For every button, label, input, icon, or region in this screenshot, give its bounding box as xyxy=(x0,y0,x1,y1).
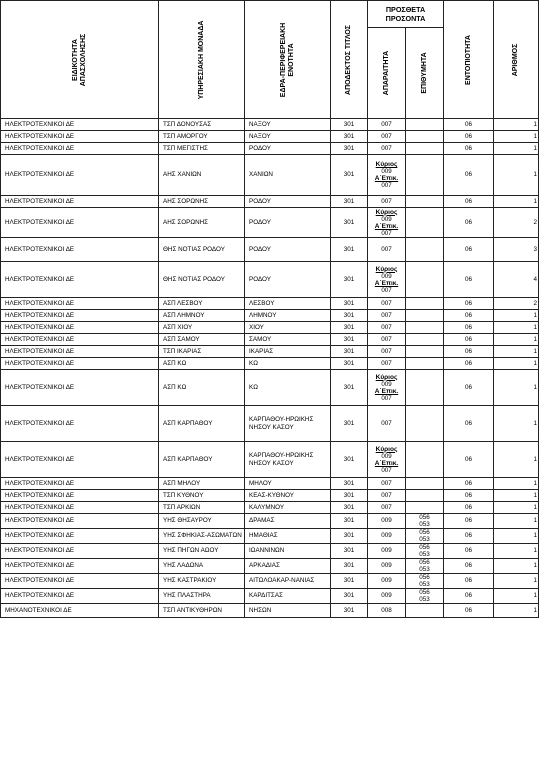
cell-locality: 06 xyxy=(444,514,494,529)
cell-count: 1 xyxy=(494,131,539,143)
cell-count: 3 xyxy=(494,238,539,262)
cell-specialty: ΗΛΕΚΤΡΟΤΕΧΝΙΚΟΙ ΔΕ xyxy=(1,322,159,334)
cell-title: 301 xyxy=(331,310,368,322)
desired-code: 056 xyxy=(419,514,430,521)
header-unit: ΥΠΗΡΕΣΙΑΚΗ ΜΟΝΑΔΑ xyxy=(159,1,245,119)
cell-specialty: ΗΛΕΚΤΡΟΤΕΧΝΙΚΟΙ ΔΕ xyxy=(1,544,159,559)
cell-count: 1 xyxy=(494,310,539,322)
desired-code: 053 xyxy=(419,521,430,528)
cell-required: 007 xyxy=(368,406,406,442)
table-row xyxy=(1,143,539,155)
stack-main-label: Κύριος xyxy=(375,208,398,216)
cell-specialty: ΗΛΕΚΤΡΟΤΕΧΝΙΚΟΙ ΔΕ xyxy=(1,155,159,196)
table-row xyxy=(1,559,539,574)
cell-seat: ΚΑΡΠΑΘΟΥ-ΗΡΩΙΚΗΣ ΝΗΣΟΥ ΚΑΣΟΥ xyxy=(245,442,331,478)
cell-count: 1 xyxy=(494,442,539,478)
cell-desired xyxy=(406,370,444,406)
desired-code: 053 xyxy=(419,566,430,573)
cell-required xyxy=(368,155,406,196)
table-row xyxy=(1,334,539,346)
table-row xyxy=(1,370,539,406)
cell-title: 301 xyxy=(331,119,368,131)
cell-seat: ΚΑΡΠΑΘΟΥ-ΗΡΩΙΚΗΣ ΝΗΣΟΥ ΚΑΣΟΥ xyxy=(245,406,331,442)
cell-title: 301 xyxy=(331,262,368,298)
cell-unit: ΑΗΣ ΣΟΡΩΝΗΣ xyxy=(159,208,245,238)
table-row xyxy=(1,196,539,208)
cell-title: 301 xyxy=(331,559,368,574)
cell-count: 1 xyxy=(494,346,539,358)
cell-title: 301 xyxy=(331,196,368,208)
cell-specialty: ΗΛΕΚΤΡΟΤΕΧΝΙΚΟΙ ΔΕ xyxy=(1,370,159,406)
cell-title: 301 xyxy=(331,406,368,442)
cell-desired xyxy=(406,119,444,131)
table-row xyxy=(1,131,539,143)
cell-count: 1 xyxy=(494,514,539,529)
cell-desired xyxy=(406,155,444,196)
cell-locality: 06 xyxy=(444,346,494,358)
cell-specialty: ΜΗΧΑΝΟΤΕΧΝΙΚΟΙ ΔΕ xyxy=(1,604,159,618)
cell-specialty: ΗΛΕΚΤΡΟΤΕΧΝΙΚΟΙ ΔΕ xyxy=(1,119,159,131)
cell-desired xyxy=(406,502,444,514)
cell-desired xyxy=(406,346,444,358)
cell-seat: ΡΟΔΟΥ xyxy=(245,196,331,208)
cell-count: 1 xyxy=(494,529,539,544)
stack-sub-value: 007 xyxy=(381,182,392,189)
cell-title: 301 xyxy=(331,143,368,155)
cell-desired xyxy=(406,406,444,442)
stack-sub-value: 007 xyxy=(381,229,392,237)
cell-desired xyxy=(406,238,444,262)
cell-seat: ΚΑΛΥΜΝΟΥ xyxy=(245,502,331,514)
cell-desired xyxy=(406,143,444,155)
table-row xyxy=(1,238,539,262)
cell-locality: 06 xyxy=(444,406,494,442)
table-row xyxy=(1,514,539,529)
cell-desired xyxy=(406,310,444,322)
cell-specialty: ΗΛΕΚΤΡΟΤΕΧΝΙΚΟΙ ΔΕ xyxy=(1,262,159,298)
stack-sub-value: 007 xyxy=(381,466,392,474)
cell-desired xyxy=(406,544,444,559)
stack-main-value: 009 xyxy=(381,168,392,175)
table-row xyxy=(1,119,539,131)
cell-count: 1 xyxy=(494,196,539,208)
desired-code: 053 xyxy=(419,596,430,603)
cell-count: 1 xyxy=(494,358,539,370)
cell-required: 009 xyxy=(368,574,406,589)
header-title: ΑΠΟΔΕΚΤΟΣ ΤΙΤΛΟΣ xyxy=(331,1,368,119)
cell-unit: ΑΣΠ ΛΗΜΝΟΥ xyxy=(159,310,245,322)
cell-count: 1 xyxy=(494,334,539,346)
cell-required xyxy=(368,370,406,406)
cell-desired xyxy=(406,442,444,478)
cell-title: 301 xyxy=(331,358,368,370)
stack-sub-label: Α΄Επικ. xyxy=(374,387,399,395)
cell-specialty: ΗΛΕΚΤΡΟΤΕΧΝΙΚΟΙ ΔΕ xyxy=(1,589,159,604)
cell-required: 009 xyxy=(368,529,406,544)
cell-title: 301 xyxy=(331,334,368,346)
cell-seat: ΡΟΔΟΥ xyxy=(245,238,331,262)
cell-unit: ΤΣΠ ΚΥΘΝΟΥ xyxy=(159,490,245,502)
cell-desired xyxy=(406,131,444,143)
desired-code: 056 xyxy=(419,529,430,536)
cell-seat: ΣΑΜΟΥ xyxy=(245,334,331,346)
stack-main-value: 009 xyxy=(381,272,392,280)
table-row xyxy=(1,490,539,502)
cell-locality: 06 xyxy=(444,238,494,262)
cell-count: 1 xyxy=(494,119,539,131)
cell-locality: 06 xyxy=(444,370,494,406)
header-desired: ΕΠΙΘΥΜΗΤΑ xyxy=(406,28,444,119)
stack-main-label: Κύριος xyxy=(375,373,398,381)
table-row xyxy=(1,574,539,589)
cell-desired xyxy=(406,604,444,618)
cell-seat: ΡΟΔΟΥ xyxy=(245,262,331,298)
cell-required: 007 xyxy=(368,131,406,143)
cell-seat: ΝΑΞΟΥ xyxy=(245,119,331,131)
cell-required: 007 xyxy=(368,478,406,490)
cell-locality: 06 xyxy=(444,478,494,490)
cell-unit: ΤΣΠ ΑΝΤΙΚΥΘΗΡΩΝ xyxy=(159,604,245,618)
cell-unit: ΑΣΠ ΣΑΜΟΥ xyxy=(159,334,245,346)
table-row xyxy=(1,529,539,544)
cell-count: 2 xyxy=(494,208,539,238)
cell-count: 1 xyxy=(494,559,539,574)
cell-required: 009 xyxy=(368,544,406,559)
cell-unit: ΤΣΠ ΔΟΝΟΥΣΑΣ xyxy=(159,119,245,131)
table-row xyxy=(1,346,539,358)
stack-main-label: Κύριος xyxy=(375,265,398,273)
cell-locality: 06 xyxy=(444,131,494,143)
cell-title: 301 xyxy=(331,490,368,502)
desired-code: 056 xyxy=(419,574,430,581)
cell-title: 301 xyxy=(331,346,368,358)
stack-sub-label: Α΄Επικ. xyxy=(374,175,399,182)
cell-unit: ΥΗΣ ΣΦΗΚΙΑΣ-ΑΣΩΜΑΤΩΝ xyxy=(159,529,245,544)
desired-code: 056 xyxy=(419,559,430,566)
cell-specialty: ΗΛΕΚΤΡΟΤΕΧΝΙΚΟΙ ΔΕ xyxy=(1,346,159,358)
cell-unit: ΑΣΠ ΧΙΟΥ xyxy=(159,322,245,334)
cell-title: 301 xyxy=(331,131,368,143)
cell-required: 007 xyxy=(368,298,406,310)
cell-title: 301 xyxy=(331,544,368,559)
cell-unit: ΑΗΣ ΧΑΝΙΩΝ xyxy=(159,155,245,196)
cell-count: 1 xyxy=(494,589,539,604)
table-row xyxy=(1,478,539,490)
cell-specialty: ΗΛΕΚΤΡΟΤΕΧΝΙΚΟΙ ΔΕ xyxy=(1,478,159,490)
cell-count: 1 xyxy=(494,143,539,155)
cell-desired xyxy=(406,208,444,238)
table-row xyxy=(1,604,539,618)
cell-desired xyxy=(406,589,444,604)
desired-code: 053 xyxy=(419,536,430,543)
cell-specialty: ΗΛΕΚΤΡΟΤΕΧΝΙΚΟΙ ΔΕ xyxy=(1,238,159,262)
cell-locality: 06 xyxy=(444,529,494,544)
cell-count: 1 xyxy=(494,544,539,559)
table-row xyxy=(1,322,539,334)
cell-desired xyxy=(406,334,444,346)
cell-seat: ΜΗΛΟΥ xyxy=(245,478,331,490)
cell-unit: ΥΗΣ ΚΑΣΤΡΑΚΙΟΥ xyxy=(159,574,245,589)
cell-title: 301 xyxy=(331,322,368,334)
cell-specialty: ΗΛΕΚΤΡΟΤΕΧΝΙΚΟΙ ΔΕ xyxy=(1,196,159,208)
cell-locality: 06 xyxy=(444,358,494,370)
cell-specialty: ΗΛΕΚΤΡΟΤΕΧΝΙΚΟΙ ΔΕ xyxy=(1,143,159,155)
table-row xyxy=(1,544,539,559)
cell-specialty: ΗΛΕΚΤΡΟΤΕΧΝΙΚΟΙ ΔΕ xyxy=(1,502,159,514)
cell-required: 007 xyxy=(368,502,406,514)
cell-seat: ΙΩΑΝΝΙΝΩΝ xyxy=(245,544,331,559)
cell-unit: ΤΣΠ ΜΕΓΙΣΤΗΣ xyxy=(159,143,245,155)
cell-seat: ΝΑΞΟΥ xyxy=(245,131,331,143)
table-body xyxy=(1,119,539,618)
cell-count: 1 xyxy=(494,370,539,406)
cell-desired xyxy=(406,490,444,502)
cell-seat: ΧΑΝΙΩΝ xyxy=(245,155,331,196)
cell-unit: ΥΗΣ ΠΛΑΣΤΗΡΑ xyxy=(159,589,245,604)
cell-unit: ΥΗΣ ΠΗΓΩΝ ΑΩΟΥ xyxy=(159,544,245,559)
stack-sub-value: 007 xyxy=(381,394,392,402)
cell-title: 301 xyxy=(331,155,368,196)
cell-required: 009 xyxy=(368,514,406,529)
cell-required: 007 xyxy=(368,334,406,346)
cell-title: 301 xyxy=(331,574,368,589)
cell-required: 009 xyxy=(368,559,406,574)
cell-specialty: ΗΛΕΚΤΡΟΤΕΧΝΙΚΟΙ ΔΕ xyxy=(1,406,159,442)
cell-specialty: ΗΛΕΚΤΡΟΤΕΧΝΙΚΟΙ ΔΕ xyxy=(1,310,159,322)
cell-specialty: ΗΛΕΚΤΡΟΤΕΧΝΙΚΟΙ ΔΕ xyxy=(1,559,159,574)
cell-locality: 06 xyxy=(444,604,494,618)
cell-desired xyxy=(406,262,444,298)
cell-seat: ΑΙΤΩΛΟΑΚΑΡ-ΝΑΝΙΑΣ xyxy=(245,574,331,589)
cell-seat: ΧΙΟΥ xyxy=(245,322,331,334)
cell-locality: 06 xyxy=(444,119,494,131)
cell-required: 007 xyxy=(368,143,406,155)
cell-seat: ΡΟΔΟΥ xyxy=(245,143,331,155)
cell-unit: ΤΣΠ ΑΡΚΙΩΝ xyxy=(159,502,245,514)
cell-title: 301 xyxy=(331,529,368,544)
cell-locality: 06 xyxy=(444,196,494,208)
header-locality: ΕΝΤΟΠΙΟΤΗΤΑ xyxy=(444,1,494,119)
table-row xyxy=(1,406,539,442)
cell-title: 301 xyxy=(331,370,368,406)
cell-count: 4 xyxy=(494,262,539,298)
cell-desired xyxy=(406,529,444,544)
cell-seat: ΛΗΜΝΟΥ xyxy=(245,310,331,322)
cell-count: 1 xyxy=(494,478,539,490)
cell-count: 1 xyxy=(494,502,539,514)
cell-unit: ΥΗΣ ΛΑΔΩΝΑ xyxy=(159,559,245,574)
cell-locality: 06 xyxy=(444,262,494,298)
cell-required xyxy=(368,442,406,478)
cell-specialty: ΗΛΕΚΤΡΟΤΕΧΝΙΚΟΙ ΔΕ xyxy=(1,529,159,544)
cell-desired xyxy=(406,358,444,370)
cell-title: 301 xyxy=(331,208,368,238)
cell-unit: ΥΗΣ ΘΗΣΑΥΡΟΥ xyxy=(159,514,245,529)
cell-title: 301 xyxy=(331,589,368,604)
header-count: ΑΡΙΘΜΟΣ xyxy=(494,1,539,119)
cell-seat: ΡΟΔΟΥ xyxy=(245,208,331,238)
cell-seat: ΑΡΚΑΔΙΑΣ xyxy=(245,559,331,574)
cell-specialty: ΗΛΕΚΤΡΟΤΕΧΝΙΚΟΙ ΔΕ xyxy=(1,131,159,143)
cell-title: 301 xyxy=(331,478,368,490)
cell-required xyxy=(368,208,406,238)
desired-code: 056 xyxy=(419,589,430,596)
table-row xyxy=(1,442,539,478)
cell-unit: ΑΣΠ ΛΕΣΒΟΥ xyxy=(159,298,245,310)
cell-count: 1 xyxy=(494,604,539,618)
cell-unit: ΤΣΠ ΙΚΑΡΙΑΣ xyxy=(159,346,245,358)
cell-locality: 06 xyxy=(444,310,494,322)
stack-main-label: Κύριος xyxy=(375,445,398,453)
cell-count: 1 xyxy=(494,155,539,196)
cell-specialty: ΗΛΕΚΤΡΟΤΕΧΝΙΚΟΙ ΔΕ xyxy=(1,208,159,238)
table-row xyxy=(1,208,539,238)
cell-locality: 06 xyxy=(444,544,494,559)
cell-required: 009 xyxy=(368,589,406,604)
cell-count: 1 xyxy=(494,322,539,334)
cell-locality: 06 xyxy=(444,322,494,334)
cell-required: 007 xyxy=(368,310,406,322)
cell-required xyxy=(368,262,406,298)
cell-specialty: ΗΛΕΚΤΡΟΤΕΧΝΙΚΟΙ ΔΕ xyxy=(1,490,159,502)
cell-required: 007 xyxy=(368,346,406,358)
cell-locality: 06 xyxy=(444,589,494,604)
cell-unit: ΑΣΠ ΜΗΛΟΥ xyxy=(159,478,245,490)
cell-desired xyxy=(406,514,444,529)
cell-seat: ΔΡΑΜΑΣ xyxy=(245,514,331,529)
cell-desired xyxy=(406,574,444,589)
table-row xyxy=(1,358,539,370)
header-seat: ΕΔΡΑ-ΠΕΡΙΦΕΡΕΙΑΚΗ ΕΝΟΤΗΤΑ xyxy=(245,1,331,119)
cell-unit: ΑΗΣ ΣΟΡΩΝΗΣ xyxy=(159,196,245,208)
table-row xyxy=(1,262,539,298)
cell-title: 301 xyxy=(331,604,368,618)
cell-desired xyxy=(406,196,444,208)
cell-unit: ΑΣΠ ΚΩ xyxy=(159,358,245,370)
desired-code: 053 xyxy=(419,551,430,558)
cell-locality: 06 xyxy=(444,502,494,514)
cell-seat: ΙΚΑΡΙΑΣ xyxy=(245,346,331,358)
cell-specialty: ΗΛΕΚΤΡΟΤΕΧΝΙΚΟΙ ΔΕ xyxy=(1,298,159,310)
cell-locality: 06 xyxy=(444,155,494,196)
cell-seat: ΚΩ xyxy=(245,358,331,370)
cell-required: 007 xyxy=(368,490,406,502)
stack-main-value: 009 xyxy=(381,215,392,223)
cell-locality: 06 xyxy=(444,574,494,589)
cell-desired xyxy=(406,559,444,574)
stack-sub-label: Α΄Επικ. xyxy=(374,459,399,467)
cell-required: 007 xyxy=(368,196,406,208)
cell-title: 301 xyxy=(331,514,368,529)
header-additional: ΠΡΟΣΘΕΤΑ ΠΡΟΣΟΝΤΑ xyxy=(368,1,444,28)
cell-specialty: ΗΛΕΚΤΡΟΤΕΧΝΙΚΟΙ ΔΕ xyxy=(1,514,159,529)
cell-desired xyxy=(406,478,444,490)
cell-required: 007 xyxy=(368,238,406,262)
stack-sub-label: Α΄Επικ. xyxy=(374,279,399,287)
cell-required: 007 xyxy=(368,358,406,370)
cell-locality: 06 xyxy=(444,143,494,155)
cell-count: 2 xyxy=(494,298,539,310)
cell-locality: 06 xyxy=(444,442,494,478)
stack-main-label: Κύριος xyxy=(375,161,398,168)
cell-count: 1 xyxy=(494,406,539,442)
cell-locality: 06 xyxy=(444,208,494,238)
cell-desired xyxy=(406,298,444,310)
cell-specialty: ΗΛΕΚΤΡΟΤΕΧΝΙΚΟΙ ΔΕ xyxy=(1,358,159,370)
header-specialty: ΕΙΔΙΚΟΤΗΤΑ ΑΠΑΣΧΟΛΗΣΗΣ xyxy=(1,1,159,119)
cell-locality: 06 xyxy=(444,334,494,346)
cell-unit: ΘΗΣ ΝΟΤΙΑΣ ΡΟΔΟΥ xyxy=(159,262,245,298)
header-required: ΑΠΑΡΑΙΤΗΤΑ xyxy=(368,28,406,119)
cell-required: 008 xyxy=(368,604,406,618)
cell-locality: 06 xyxy=(444,490,494,502)
cell-required: 007 xyxy=(368,119,406,131)
cell-seat: ΚΕΑΣ-ΚΥΘΝΟΥ xyxy=(245,490,331,502)
stack-main-value: 009 xyxy=(381,452,392,460)
table-row xyxy=(1,589,539,604)
cell-unit: ΤΣΠ ΑΜΟΡΓΟΥ xyxy=(159,131,245,143)
stack-sub-value: 007 xyxy=(381,286,392,294)
cell-desired xyxy=(406,322,444,334)
cell-seat: ΗΜΑΘΙΑΣ xyxy=(245,529,331,544)
table-row xyxy=(1,298,539,310)
table-row xyxy=(1,155,539,196)
table-header xyxy=(1,1,539,119)
table-row xyxy=(1,310,539,322)
desired-code: 056 xyxy=(419,544,430,551)
cell-title: 301 xyxy=(331,238,368,262)
cell-unit: ΑΣΠ ΚΩ xyxy=(159,370,245,406)
table-row xyxy=(1,502,539,514)
cell-seat: ΝΗΣΩΝ xyxy=(245,604,331,618)
cell-specialty: ΗΛΕΚΤΡΟΤΕΧΝΙΚΟΙ ΔΕ xyxy=(1,334,159,346)
desired-code: 053 xyxy=(419,581,430,588)
cell-count: 1 xyxy=(494,490,539,502)
cell-specialty: ΗΛΕΚΤΡΟΤΕΧΝΙΚΟΙ ΔΕ xyxy=(1,574,159,589)
cell-unit: ΑΣΠ ΚΑΡΠΑΘΟΥ xyxy=(159,406,245,442)
cell-unit: ΘΗΣ ΝΟΤΙΑΣ ΡΟΔΟΥ xyxy=(159,238,245,262)
cell-title: 301 xyxy=(331,442,368,478)
cell-seat: ΛΕΣΒΟΥ xyxy=(245,298,331,310)
cell-locality: 06 xyxy=(444,298,494,310)
cell-title: 301 xyxy=(331,298,368,310)
cell-seat: ΚΑΡΔΙΤΣΑΣ xyxy=(245,589,331,604)
cell-unit: ΑΣΠ ΚΑΡΠΑΘΟΥ xyxy=(159,442,245,478)
stack-sub-label: Α΄Επικ. xyxy=(374,222,399,230)
cell-title: 301 xyxy=(331,502,368,514)
cell-count: 1 xyxy=(494,574,539,589)
cell-required: 007 xyxy=(368,322,406,334)
stack-main-value: 009 xyxy=(381,380,392,388)
cell-specialty: ΗΛΕΚΤΡΟΤΕΧΝΙΚΟΙ ΔΕ xyxy=(1,442,159,478)
cell-locality: 06 xyxy=(444,559,494,574)
cell-seat: ΚΩ xyxy=(245,370,331,406)
